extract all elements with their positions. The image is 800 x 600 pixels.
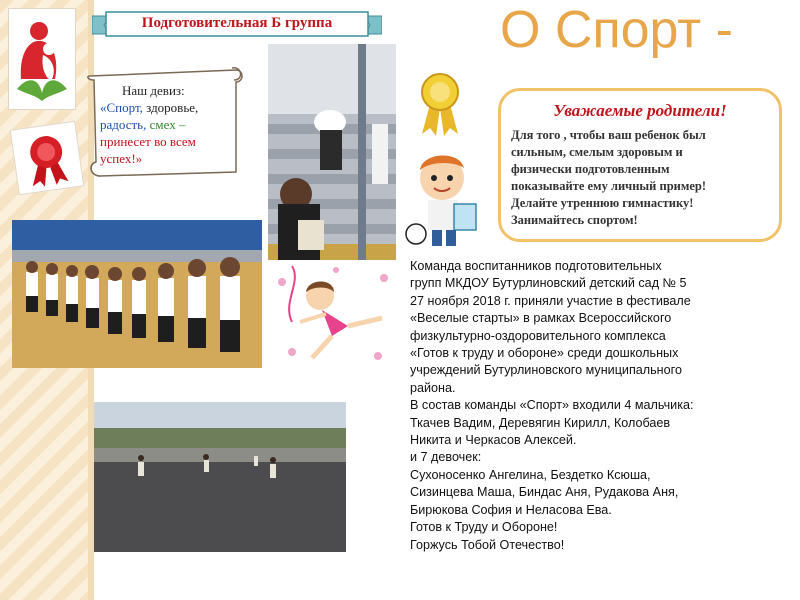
article-line: Ткачев Вадим, Деревягин Кирилл, Колобаев: [410, 415, 671, 430]
motto-line-4: принесет во всем: [100, 134, 196, 149]
motto-text: [100, 82, 240, 167]
article-line: Готов к Труду и Обороне!: [410, 520, 558, 535]
article-line: учреждений Бутурлиновского муниципального: [410, 363, 682, 378]
notice-line: Делайте утреннюю гимнастику!: [511, 196, 694, 210]
article-line: «Веселые старты» в рамках Всероссийского: [410, 311, 672, 326]
photo-kids-lineup: [12, 220, 262, 368]
motto-line-2: [100, 99, 240, 116]
article-line: Горжусь Тобой Отечество!: [410, 537, 565, 552]
group-name-label: Подготовительная Б группа: [141, 15, 333, 31]
article-line: Сухоносенко Ангелина, Бездетко Ксюша,: [410, 467, 651, 482]
motto-line-5: успех!»: [100, 151, 143, 166]
notice-line: показывайте ему личный пример!: [511, 179, 707, 193]
red-rosette-badge-icon: [10, 121, 85, 196]
notice-title: Уважаемые родители!: [553, 101, 727, 120]
article-line: Никита и Черкасов Алексей.: [410, 433, 577, 448]
motto-laughter: смех –: [146, 117, 186, 132]
article-line: групп МКДОУ Бутурлиновский детский сад № 5: [410, 276, 687, 291]
page-title: О Спорт -: [500, 1, 733, 59]
article-line: Команда воспитанников подготовительных: [410, 259, 662, 273]
notice-line: физически подготовленным: [511, 162, 670, 176]
photo-outdoor-field: [94, 402, 346, 552]
article-line: Бирюкова София и Неласова Ева.: [410, 502, 612, 517]
notice-line: сильным, смелым здоровым и: [511, 145, 683, 159]
article-line: В состав команды «Спорт» входили 4 мальчика:: [410, 398, 694, 413]
motto-joy: радость,: [100, 117, 147, 132]
motto-heading: Наш девиз:: [122, 83, 185, 98]
group-ribbon-banner: [92, 10, 382, 36]
article-line: 27 ноября 2018 г. приняли участие в фестивале: [410, 293, 691, 308]
article-line: района.: [410, 380, 456, 395]
notice-body: [511, 127, 773, 229]
motto-health: здоровье,: [142, 100, 199, 115]
cartoon-boy-icon: [402, 148, 488, 248]
motto-line-3: [100, 116, 240, 133]
article-line: физкультурно-оздоровительного комплекса: [410, 328, 666, 343]
notice-line: Для того , чтобы ваш ребенок был: [511, 128, 706, 142]
cartoon-gymnast-icon: [272, 262, 400, 370]
kindergarten-logo-icon: [8, 8, 76, 110]
article-text: [410, 258, 794, 554]
article-line: Сизинцева Маша, Биндас Аня, Рудакова Аня,: [410, 485, 679, 500]
notice-line: Занимайтесь спортом!: [511, 213, 638, 227]
parents-notice-card: [498, 88, 782, 242]
motto-sport: «Спорт,: [100, 100, 143, 115]
article-line: «Готов к труду и обороне» среди дошкольных: [410, 346, 679, 361]
gold-medal-icon: [408, 68, 472, 140]
photo-stairs-exercise: [268, 44, 396, 260]
article-line: и 7 девочек:: [410, 450, 482, 465]
